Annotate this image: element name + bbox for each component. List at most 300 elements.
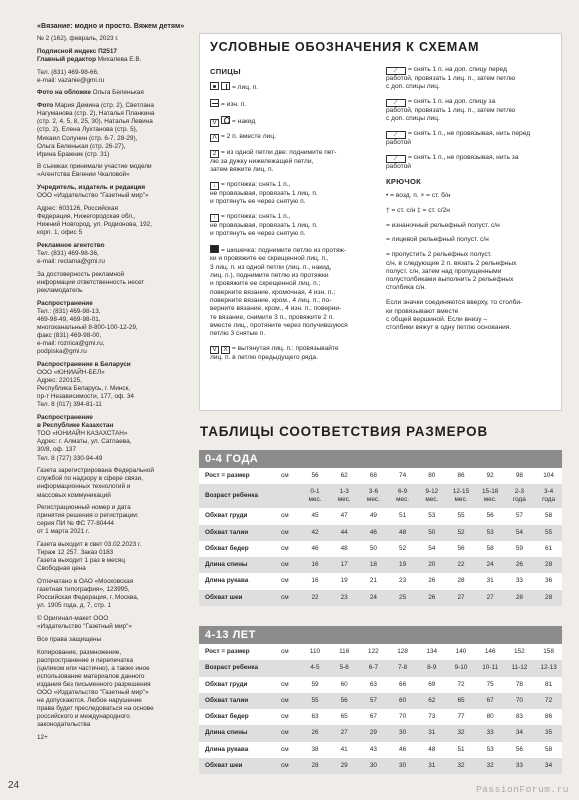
table-cell: 62 [340,472,348,479]
table-cell: 46 [311,544,319,552]
legend-text: не провязывая, провязать 1 лиц. п. [210,189,318,197]
row-unit: см [281,593,289,601]
row-unit: см [281,713,289,721]
legal-line: ООО «Издательство "Газетный мир"» [37,689,149,697]
table-cell: 19 [399,561,407,569]
table-cell: 75 [486,680,494,688]
legend-text: = лиц. п. [232,84,259,92]
symbols-legend [199,33,562,411]
table-cell: 50 [369,544,377,552]
table-cell: 26 [515,561,523,569]
table-cell: 57 [515,512,523,520]
legend-item [210,116,382,127]
ad-block [37,242,189,266]
cell-line: мес. [337,496,351,504]
kazakhstan-line: 30/8, оф. 137 [37,446,77,454]
legend-text: лю за дужку нижележащей петли, [210,157,314,165]
table-cell: 23 [340,593,348,601]
legend-text: = изн. п. [221,101,247,109]
table-cell: 140 [455,648,467,655]
contact-block [37,69,189,85]
legal-block [37,649,189,730]
table-cell: 54 [428,544,436,552]
table-cell: 17 [340,561,348,569]
legend-text: и протянуть ее через снятую п. [210,198,306,206]
table-cell: 26 [428,593,436,601]
ad-line: e-mail: reclama@gmi.ru [37,258,105,266]
stitch-symbol-icon [210,99,219,107]
issue-number: № 2 (162), февраль, 2023 г. [37,35,119,43]
table-cell: 43 [369,745,377,753]
table-cell: 80 [428,472,436,479]
legend-text: = лицевой рельефный полуст. с/н [386,236,489,244]
models-block [37,163,189,179]
table-cell: 30 [399,762,407,770]
stitch-symbol-icon: ↓ [210,182,219,190]
row-unit: см [281,729,289,737]
table-cell: 98 [515,472,523,479]
table-cell: 4-5 [310,664,320,672]
table-cell: 86 [457,472,465,479]
table-cell: 12-13 [540,664,557,672]
legend-text: = протяжка: снять 1 п., [221,180,291,188]
legend-item [210,82,382,92]
table-cell: 38 [311,745,319,753]
belarus-label: Распространение в Беларуси [37,360,131,368]
table-cell: 59 [515,544,523,552]
table-band: 0-4 ГОДА [199,450,562,468]
row-label: Обхват талии [205,696,249,704]
table-cell: 55 [545,528,553,536]
table-cell: 53 [428,512,436,520]
table-cell: 56 [457,544,465,552]
legend-line [386,75,558,83]
legend-line [210,222,382,230]
cover-photo-block [37,89,189,97]
distribution-line: многоканальный 8-800-100-12-29, [37,323,138,331]
row-unit: см [281,762,289,770]
distribution-line: e-mail: roznica@gmi.ru, [37,340,105,348]
size-tables-title: ТАБЛИЦЫ СООТВЕТСТВИЯ РАЗМЕРОВ [200,424,489,439]
legend-text: лиц. п. в петлю предыдущего ряда. [210,353,318,361]
size-table-4-13 [199,626,562,774]
table-cell: 28 [457,577,465,585]
table-cell [361,484,385,504]
legend-line [210,230,382,238]
legend-line [386,268,558,276]
table-cell [332,484,356,504]
table-cell: 35 [545,729,553,737]
cell-line: мес. [454,496,468,504]
table-cell: 36 [545,577,553,585]
table-cell: 63 [369,680,377,688]
legend-text: лиц. п.), поднимите петлю из протяжки [210,272,329,280]
legend-line [386,316,558,324]
stitch-symbol-icon: ⟋ [386,67,406,75]
legend-text: те вязание, снимите 3 п., провяжите 2 п. [210,313,334,321]
table-cell: 31 [428,729,436,737]
legend-item [386,154,558,171]
magazine-block [37,22,189,31]
table-cell: 63 [311,713,319,721]
table-cell: 24 [369,593,377,601]
table-cell: 58 [545,745,553,753]
registration-line: информационных технологий и [37,483,131,491]
legend-line [210,99,382,109]
table-row [199,541,562,557]
legend-line [210,297,382,305]
table-cell: 60 [340,680,348,688]
table-cell: 58 [545,512,553,520]
editor-label: Главный редактор [37,55,96,63]
table-cell [303,484,327,504]
table-cell [537,484,561,504]
table-cell: 27 [457,593,465,601]
kazakhstan-line: ТОО «ЮНИАЙН КАЗАХСТАН» [37,430,128,438]
kazakhstan-label: в Республике Казахстан [37,422,114,430]
row-unit: см [281,528,289,536]
legend-item [210,245,382,338]
printed-at-block [37,578,189,610]
table-row [199,660,562,676]
legend-text: столбики вяжут в одну петлю основания. [386,324,512,332]
table-cell: 22 [311,593,319,601]
table-cell: 7-8 [397,664,408,672]
table-row [199,557,562,573]
legend-text: = снять 1 п. на доп. спицу перед [408,66,507,73]
row-unit: см [281,745,289,753]
table-cell: 73 [428,713,436,721]
legend-item [210,213,382,239]
photo-label: Фото [37,102,54,110]
registration-number-line: Регистрационный номер и дата [37,504,131,512]
photo-line: Ирина Бражник (стр. 31) [37,150,110,158]
subscription-index: Подписной индекс П2517 [37,47,117,55]
legend-item [386,130,558,147]
belarus-line: Республика Беларусь, г. Минск, [37,385,131,393]
table-band: 4-13 ЛЕТ [199,626,562,644]
table-cell: 56 [311,472,319,479]
table-cell: 10-11 [482,664,499,672]
legend-text: = из одной петли две: поднимите пет- [221,148,337,156]
legend-text: Если значки соединяются вверху, то столби- [386,299,523,307]
distribution-line: 469-98-49, 469-98-01, [37,315,101,323]
table-cell: 56 [515,745,523,753]
table-row [199,742,562,758]
legend-line [386,107,558,115]
stitch-symbol-icon: X [221,346,230,354]
legal-line: права будет преследоваться на основе [37,705,154,713]
ad-label: Рекламное агентство [37,241,105,249]
legend-text: с доп. спицы лиц. [386,83,440,91]
legend-line [210,116,382,127]
table-cell: 24 [486,561,494,569]
table-cell: 33 [515,577,523,585]
legend-line [210,198,382,206]
row-label: Обхват груди [205,512,248,520]
legend-line [386,66,558,75]
size-table-0-4 [199,450,562,606]
distribution-label: Распространение [37,299,93,307]
legend-line [386,308,558,316]
ad-note-block [37,271,189,295]
table-cell: 52 [457,528,465,536]
stitch-symbol-icon: ⟋ [386,99,406,107]
print-run-line: Тираж 12 257. Заказ 0183 [37,549,114,557]
cell-line: 3-6 [368,488,379,496]
legend-line [210,82,382,92]
legal-line: Копирование, размножение, [37,648,122,656]
table-cell: 61 [545,544,553,552]
table-cell: 86 [545,713,553,721]
legend-line [386,207,558,215]
address-block [37,205,189,237]
legal-line: не допускаются. Любое нарушение [37,697,142,705]
legend-text: работой [386,139,411,147]
legend-line [210,158,382,166]
table-cell: 29 [369,729,377,737]
table-cell [449,484,473,504]
ad-note-line: информации ответственность несет [37,278,145,286]
legal-line: российского и международного [37,713,130,721]
printed-at-line: ул. 1905 года, д. 7, стр. 1 [37,602,111,610]
legend-text: 3 лиц. п. из одной петли (лиц. п., накид, [210,263,332,271]
registration-block [37,467,189,499]
legend-line [210,322,382,330]
legend-item [210,345,382,362]
row-unit: см [281,680,289,688]
table-cell: 69 [428,680,436,688]
legend-line [210,264,382,272]
distribution-line: факс (831) 469-98-00, [37,332,102,340]
legend-line [386,130,558,139]
legend-text: работой, провязать 1 лиц. п., затем петлю [386,107,516,115]
distribution-line: podpiska@gmi.ru [37,348,87,356]
legal-line: распространение и перепечатка [37,656,134,664]
table-cell: 48 [399,528,407,536]
photo-line: (стр. 2), Елена Лухтанова (стр. 5), [37,126,138,134]
rights-block [37,636,189,644]
registration-number-line: серия ПИ № ФС 77-80444 [37,520,114,528]
kazakhstan-line: Тел. 8 (727) 330-94-49 [37,454,103,462]
legal-line: (целиком или частично), а также иное [37,664,150,672]
legend-line [386,83,558,91]
table-cell: 32 [457,729,465,737]
stitch-symbol-icon: ↑ [210,214,219,222]
table-cell: 92 [486,472,494,479]
table-cell: 72 [545,696,553,704]
table-cell: 30 [399,729,407,737]
distribution-block [37,300,189,357]
table-cell: 28 [515,593,523,601]
legend-title: УСЛОВНЫЕ ОБОЗНАЧЕНИЯ К СХЕМАМ [210,40,480,54]
table-cell: 65 [340,713,348,721]
table-cell: 31 [428,762,436,770]
legend-text: затем вяжите лиц. п. [210,166,274,174]
table-cell: 27 [340,729,348,737]
photo-line: Ольга Беленькая (стр. 26-27), [37,142,126,150]
legend-text: полуст. с/н, затем над пропущенными [386,267,502,275]
table-cell: 74 [399,472,407,479]
table-cell: 33 [515,762,523,770]
table-cell: 27 [486,593,494,601]
row-unit: см [281,577,289,585]
cell-line: мес. [425,496,439,504]
ad-line: Тел. (831) 469-98-36, [37,250,99,257]
table-cell: 55 [457,512,465,520]
table-cell: 116 [339,648,350,655]
table-cell: 32 [486,762,494,770]
table-row [199,525,562,541]
belarus-line: Адрес: 220125, [37,377,82,385]
cover-photo-author: Ольга Беленькая [92,89,144,97]
table-cell: 45 [311,512,319,520]
table-cell: 16 [311,561,319,569]
legal-line: издания без письменного разрешения [37,680,151,688]
legend-text: = шишечка: поднимите петлю из протяж- [221,247,347,255]
stitch-symbol-icon [221,82,230,90]
imprint-column [37,22,189,747]
row-unit: см [281,544,289,552]
legend-item [386,222,558,230]
table-cell: 66 [399,680,407,688]
table-cell: 122 [368,648,379,655]
legend-line [386,251,558,259]
table-cell: 28 [545,593,553,601]
legend-text: = протяжка: снять 1 п., [221,213,291,221]
table-cell: 34 [515,729,523,737]
hook-title: КРЮЧОК [386,176,422,186]
legend-text: = пропустить 2 рельефных полуст. [386,251,492,259]
table-cell: 158 [543,648,554,655]
stitch-symbol-icon: Λ [210,134,219,142]
founder-name: ООО «Издательство "Газетный мир"» [37,192,149,200]
table-cell: 19 [340,577,348,585]
table-row [199,484,562,508]
legend-text: работой, провязать 1 лиц. п., затем петлю [386,75,516,82]
belarus-line: ООО «ЮНИАЙН-БЕЛ» [37,369,105,376]
legend-line [386,222,558,230]
belarus-line: пр-т Независимости, 177, оф. 34 [37,393,134,401]
table-cell: 18 [369,561,377,569]
legend-line [386,163,558,171]
stitch-symbol-icon: V [210,346,219,354]
row-label: Обхват шеи [205,762,243,770]
row-label: Рост = размер [205,648,250,655]
table-cell: 52 [399,544,407,552]
table-cell: 65 [457,696,465,704]
row-label: Обхват бедер [205,713,249,721]
table-cell [507,484,531,504]
copyright-line: «Издательство "Газетный мир"» [37,623,132,631]
index-block [37,48,189,64]
table-cell: 51 [399,512,407,520]
registration-line: Газета зарегистрирована Федеральной [37,467,154,475]
legal-line: законодательства [37,721,91,729]
legend-text: поверните вязание, кром., 4 лиц. п.; по- [210,296,332,304]
table-cell: 33 [486,729,494,737]
legend-text: полустолбиками выполнить 2 рельефных [386,276,514,284]
copyright-line: © Оригинал-макет ООО [37,615,109,623]
legend-text: = вытянутая лиц. п.: провязывайте [232,344,339,352]
cell-line: 2-3 [514,488,525,496]
row-label: Длина рукава [205,577,249,585]
table-cell: 56 [340,696,348,704]
printed-at-line: Отпечатано в ОАО «Московская [37,578,134,586]
age-rating: 12+ [37,734,48,742]
print-run-block [37,541,189,573]
table-row [199,468,562,484]
row-unit: см [281,561,289,569]
table-cell: 46 [369,528,377,536]
stitch-symbol-icon: 2 [210,150,219,158]
table-cell: 41 [340,745,348,753]
watermark-text: PassionForum.ru [475,784,569,795]
table-cell: 26 [311,729,319,737]
table-cell: 5-6 [339,664,349,672]
copyright-block [37,615,189,631]
kazakhstan-block [37,414,189,463]
table-cell: 28 [545,561,553,569]
legend-text: † = ст. с/н ‡ = ст. с/2н [386,206,450,214]
row-label: Рост = размер [205,472,250,479]
legend-line [210,213,382,222]
legend-line [210,305,382,313]
row-label: Длина рукава [205,745,249,753]
row-unit: см [281,648,289,655]
stitch-symbol-icon: V [210,119,219,127]
table-row [199,573,562,589]
photo-line: Мария Демина (стр. 2), Светлана [54,102,154,110]
table-cell: 48 [428,745,436,753]
table-cell: 8-9 [427,664,437,672]
ad-note-line: рекламодатель [37,286,83,294]
founder-label: Учредитель, издатель и редакция [37,184,146,192]
legend-item [210,99,382,109]
row-unit: см [281,472,289,479]
cell-line: мес. [396,496,410,504]
cell-line: 9-12 [425,488,439,496]
registration-line: массовых коммуникаций [37,491,111,499]
legend-text: верните вязание, кром., 4 изн. п.; поверни- [210,305,342,313]
cell-line: 15-18 [482,488,499,496]
table-cell: 60 [399,696,407,704]
needles-title: СПИЦЫ [210,67,241,76]
magazine-title: «Вязание: модно и просто. Вяжем детям» [37,22,185,30]
table-row [199,693,562,709]
legend-line [386,236,558,244]
table-cell: 42 [311,528,319,536]
legend-text: = изнаночный рельефный полуст. с/н [386,221,500,229]
cell-line: 0-1 [310,488,320,496]
legend-line [210,149,382,158]
legend-text: = снять 1 п., не провязывая, нить перед [408,130,531,138]
kazakhstan-line: Адрес: г. Алматы, ул. Сатпаева, [37,438,132,446]
table-cell: 67 [486,696,494,704]
table-cell: 54 [515,528,523,536]
table-cell: 62 [428,696,436,704]
table-cell: 56 [486,512,494,520]
cell-line: 6-9 [397,488,408,496]
legend-line [210,280,382,288]
table-cell: 21 [369,577,377,585]
photo-line: Нагуманова (стр. 2), Наталья Планкина [37,110,155,118]
table-cell: 23 [399,577,407,585]
table-row [199,677,562,693]
stitch-symbol-icon [210,245,219,253]
legend-text: не провязывая, провязать 1 лиц. п. [210,222,318,230]
table-cell: 59 [311,680,319,688]
